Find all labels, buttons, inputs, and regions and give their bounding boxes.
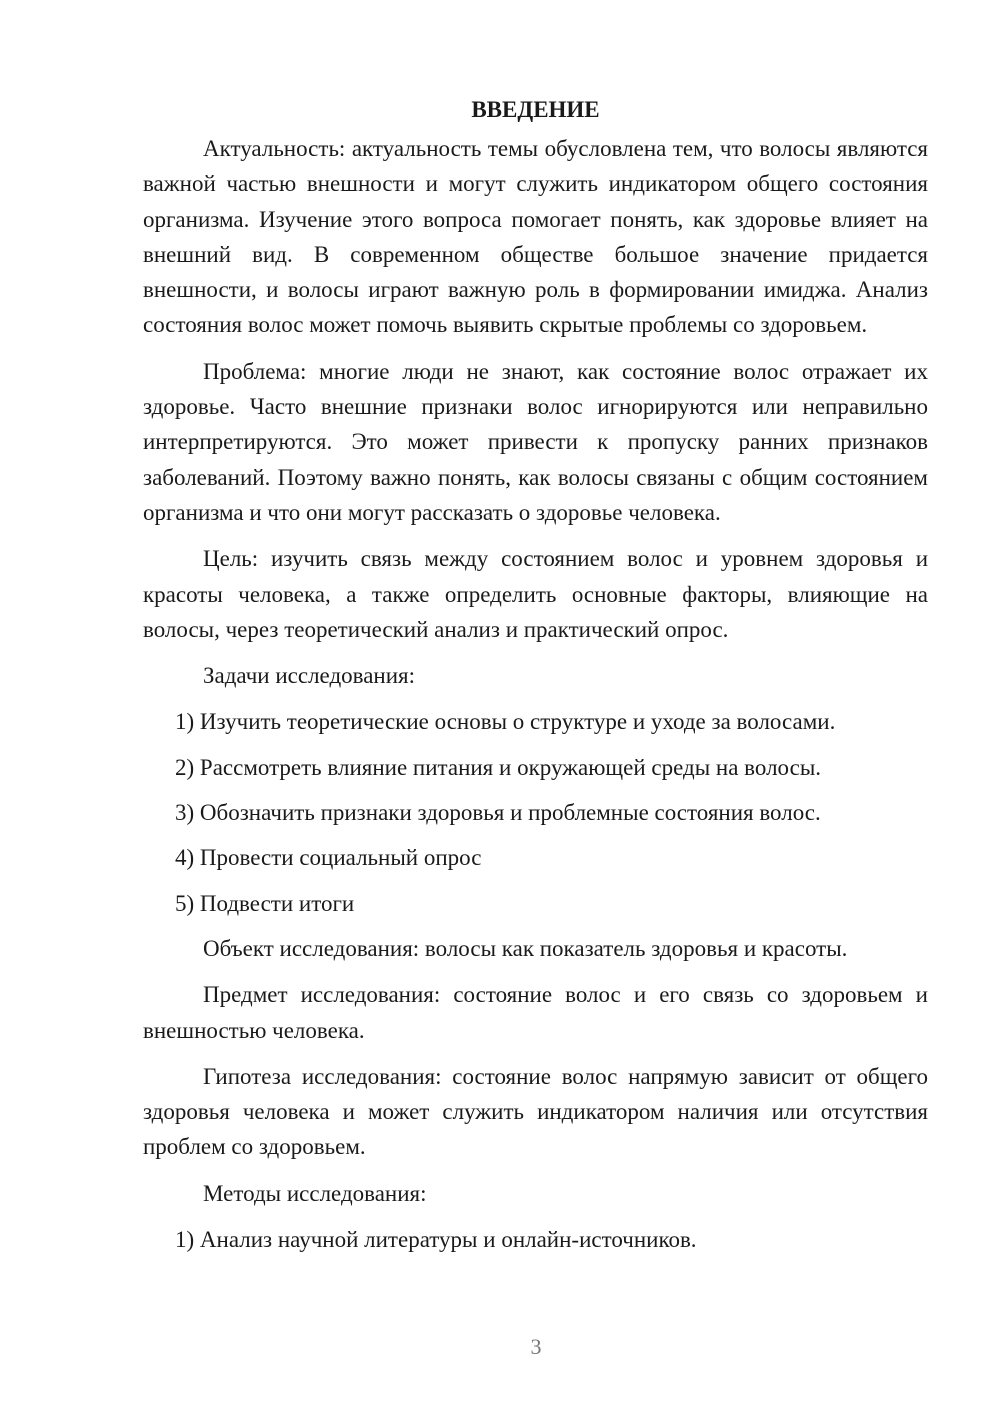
task-item-1: 1) Изучить теоретические основы о структуре и уходе за волосами.	[175, 709, 836, 735]
object-paragraph: Объект исследования: волосы как показатель здоровья и красоты.	[203, 935, 848, 961]
page-number: 3	[530, 1334, 542, 1359]
tasks-label: Задачи исследования:	[203, 663, 416, 689]
task-item-5: 5) Подвести итоги	[175, 890, 355, 916]
goal-paragraph: Цель: изучить связь между состоянием волос и уровнем здоровья и красоты человека, а также определить основные факторы, влияющие на волосы, через теоретический анализ и практический опрос.	[143, 546, 928, 642]
methods-label: Методы исследования:	[203, 1180, 427, 1206]
tasks-list	[143, 704, 928, 920]
relevance-paragraph: Актуальность: актуальность темы обусловлена тем, что волосы являются важной частью внешности и могут служить индикатором общего состояния организма. Изучение этого вопроса помогает понять, как здоровье влияет на внешний вид. В современном обществе большое значение придается внешности, и волосы играют важную роль в формировании имиджа. Анализ состояния волос может помочь выявить скрытые проблемы со здоровьем.	[143, 136, 928, 338]
document-page	[143, 92, 928, 1267]
task-item-3: 3) Обозначить признаки здоровья и проблемные состояния волос.	[175, 800, 821, 826]
hypothesis-paragraph: Гипотеза исследования: состояние волос напрямую зависит от общего здоровья человека и может служить индикатором наличия или отсутствия проблем со здоровьем.	[143, 1063, 928, 1160]
section-title: ВВЕДЕНИЕ	[471, 97, 600, 122]
method-item-1: 1) Анализ научной литературы и онлайн-источников.	[175, 1227, 697, 1253]
subject-paragraph: Предмет исследования: состояние волос и его связь со здоровьем и внешностью человека.	[143, 982, 928, 1043]
methods-list	[143, 1222, 928, 1257]
task-item-2: 2) Рассмотреть влияние питания и окружающей среды на волосы.	[175, 754, 822, 780]
problem-paragraph: Проблема: многие люди не знают, как состояние волос отражает их здоровье. Часто внешние признаки волос игнорируются или неправильно интерпретируются. Это может привести к пропуску ранних признаков заболеваний. Поэтому важно понять, как волосы связаны с общим состоянием организма и что они могут рассказать о здоровье человека.	[143, 358, 928, 525]
task-item-4: 4) Провести социальный опрос	[175, 845, 482, 871]
